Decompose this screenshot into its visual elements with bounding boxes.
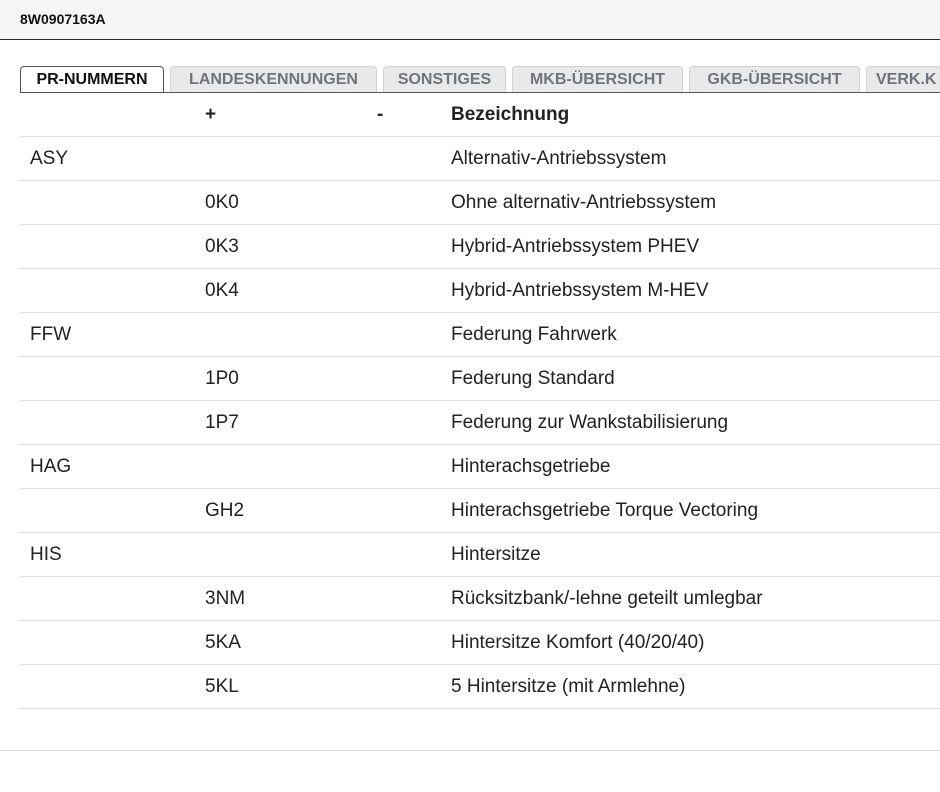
cell-group: HIS [30, 544, 62, 565]
cell-plus: 1P7 [205, 412, 239, 433]
column-header-description: Bezeichnung [451, 104, 570, 125]
cell-description: Federung Standard [451, 368, 615, 389]
table-row[interactable] [20, 269, 940, 313]
footer-divider [0, 750, 940, 751]
cell-group: FFW [30, 324, 72, 345]
window-title: 8W0907163A [20, 11, 106, 27]
column-header-plus: + [205, 104, 217, 125]
cell-description: Hybrid-Antriebssystem M-HEV [451, 280, 709, 301]
cell-plus: 0K4 [205, 280, 239, 301]
cell-description: Hinterachsgetriebe Torque Vectoring [451, 500, 759, 521]
cell-plus: 1P0 [205, 368, 239, 389]
table-header-row [20, 93, 940, 137]
tab-sonstiges[interactable]: SONSTIGES [383, 66, 506, 92]
tab-landeskennungen[interactable]: LANDESKENNUNGEN [170, 66, 377, 92]
cell-plus: GH2 [205, 500, 245, 521]
table-row[interactable] [20, 533, 940, 577]
cell-description: Rücksitzbank/-lehne geteilt umlegbar [451, 588, 763, 609]
table-row[interactable] [20, 137, 940, 181]
cell-description: Hybrid-Antriebssystem PHEV [451, 236, 700, 257]
cell-group: HAG [30, 456, 72, 477]
table-row[interactable] [20, 445, 940, 489]
tab-bar [20, 66, 940, 92]
tab-pr-nummern[interactable]: PR-NUMMERN [20, 66, 164, 92]
cell-description: Federung zur Wankstabilisierung [451, 412, 729, 433]
tab-mkb-uebersicht[interactable]: MKB-ÜBERSICHT [512, 66, 683, 92]
table-row[interactable] [20, 621, 940, 665]
tab-gkb-uebersicht[interactable]: GKB-ÜBERSICHT [689, 66, 860, 92]
title-bar [0, 0, 940, 40]
cell-plus: 0K3 [205, 236, 239, 257]
cell-plus: 5KA [205, 632, 241, 653]
cell-description: Alternativ-Antriebssystem [451, 148, 667, 169]
table-row[interactable] [20, 313, 940, 357]
pr-number-table [20, 93, 940, 709]
tab-verk[interactable]: VERK.K [866, 66, 940, 92]
cell-description: Federung Fahrwerk [451, 324, 617, 345]
column-header-minus: - [377, 104, 384, 125]
cell-plus: 5KL [205, 676, 239, 697]
cell-plus: 3NM [205, 588, 246, 609]
table-row[interactable] [20, 489, 940, 533]
table-row[interactable] [20, 357, 940, 401]
table-row[interactable] [20, 577, 940, 621]
cell-description: Hintersitze [451, 544, 541, 565]
table-row[interactable] [20, 401, 940, 445]
cell-description: Hintersitze Komfort (40/20/40) [451, 632, 705, 653]
tab-divider [20, 92, 940, 93]
cell-group: ASY [30, 148, 69, 169]
cell-description: 5 Hintersitze (mit Armlehne) [451, 676, 686, 697]
cell-plus: 0K0 [205, 192, 239, 213]
table-row[interactable] [20, 225, 940, 269]
cell-description: Hinterachsgetriebe [451, 456, 611, 477]
table-row[interactable] [20, 181, 940, 225]
cell-description: Ohne alternativ-Antriebssystem [451, 192, 717, 213]
table-row[interactable] [20, 665, 940, 709]
